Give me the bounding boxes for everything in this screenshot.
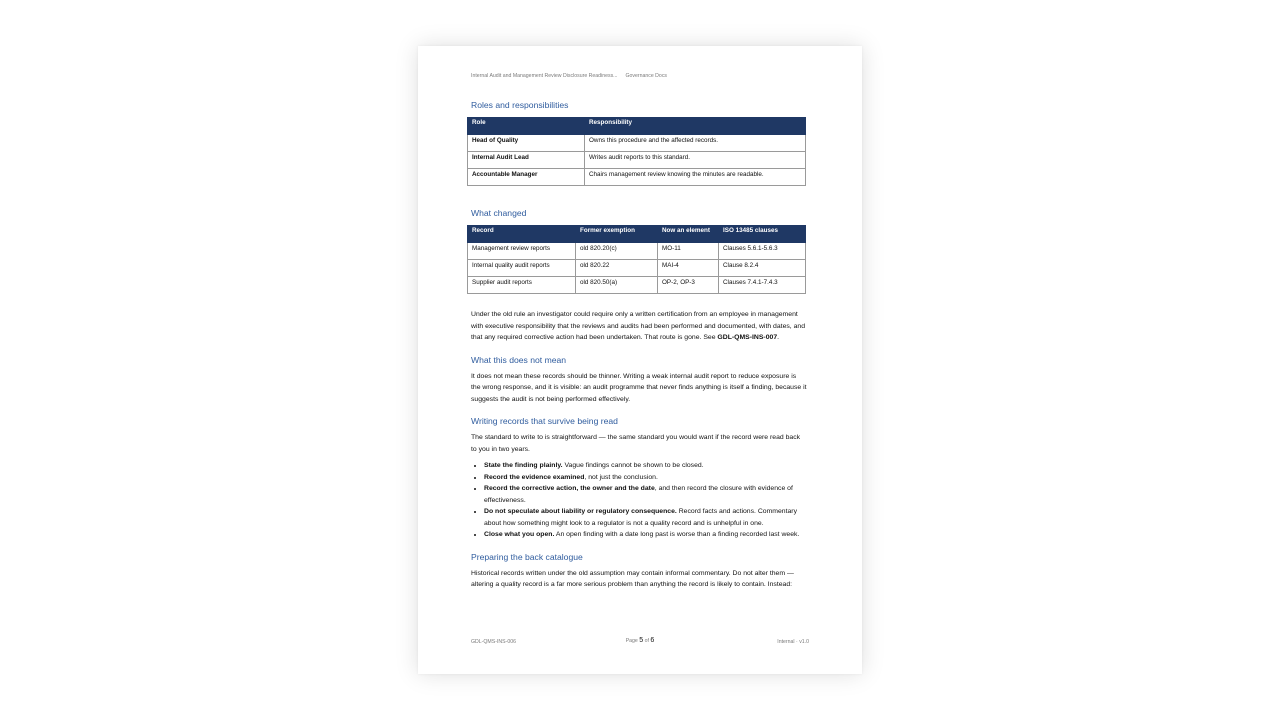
bullet-text: Vague findings cannot be shown to be closed. bbox=[562, 462, 704, 469]
changes-col-now: Now an element bbox=[658, 226, 719, 243]
back-catalogue-heading: Preparing the back catalogue bbox=[471, 551, 583, 562]
changes-text-end: . bbox=[777, 334, 780, 341]
roles-col-responsibility: Responsibility bbox=[585, 118, 806, 135]
writing-intro: The standard to write to is straightforward — the same standard you would want if the record were read back to you in two years. bbox=[471, 434, 801, 453]
responsibility-cell: Writes audit reports to this standard. bbox=[585, 152, 806, 169]
record-cell: Supplier audit reports bbox=[468, 277, 576, 294]
back-catalogue-paragraph: Historical records written under the old assumption may contain informal commentary. Do not alter them — altering a quality record is a far more serious problem than anything the record is likely to contain. Instead: bbox=[471, 569, 794, 588]
now-cell: MAI-4 bbox=[658, 260, 719, 277]
bullet-text: Record facts and actions. Commentary about how something might look to a regulator is not a quality record and is unhelpful in one. bbox=[484, 508, 798, 527]
roles-table-header bbox=[468, 118, 806, 135]
iso-cell: Clauses 7.4.1-7.4.3 bbox=[719, 277, 806, 294]
table-row bbox=[468, 260, 806, 277]
former-cell: old 820.22 bbox=[576, 260, 658, 277]
not-mean-heading: What this does not mean bbox=[471, 354, 567, 365]
list-item bbox=[484, 472, 807, 484]
changes-paragraph bbox=[471, 309, 807, 344]
footer-classification: Internal · v1.0 bbox=[777, 639, 809, 645]
table-row bbox=[468, 152, 806, 169]
bullet-text: , not just the conclusion. bbox=[584, 473, 658, 481]
list-item bbox=[484, 529, 807, 541]
bullet-bold: Close what you open. bbox=[484, 531, 555, 538]
iso-cell: Clauses 5.6.1-5.6.3 bbox=[719, 243, 806, 260]
changes-col-record: Record bbox=[468, 226, 576, 243]
role-cell: Head of Quality bbox=[468, 135, 585, 152]
role-cell: Accountable Manager bbox=[468, 169, 585, 186]
not-mean-paragraph: It does not mean these records should be thinner. Writing a weak internal audit report to reduce exposure is the wrong response, and it is visible: an audit programme that never finds anything is itself a finding, because it suggests the audit is not being performed effectively. bbox=[471, 372, 807, 403]
bullet-text: , and then record the closure with evidence of effectiveness. bbox=[484, 485, 793, 504]
iso-cell: Clause 8.2.4 bbox=[719, 260, 806, 277]
record-cell: Management review reports bbox=[468, 243, 576, 260]
bullet-bold: State the finding plainly. bbox=[484, 462, 563, 469]
roles-table bbox=[467, 117, 806, 186]
writing-heading: Writing records that survive being read bbox=[471, 416, 618, 426]
changes-table bbox=[467, 225, 806, 294]
roles-col-role: Role bbox=[468, 118, 585, 135]
what-changed-heading: What changed bbox=[471, 208, 527, 218]
of-word: of bbox=[644, 638, 649, 644]
bullet-text: An open finding with a date long past is worse than a finding recorded last week. bbox=[554, 531, 800, 538]
list-item bbox=[484, 460, 807, 472]
header-category: Governance Docs bbox=[625, 73, 668, 79]
roles-heading: Roles and responsibilities bbox=[471, 100, 569, 110]
responsibility-cell: Owns this procedure and the affected records. bbox=[585, 135, 806, 152]
now-cell: MO-11 bbox=[658, 243, 719, 260]
list-item bbox=[484, 483, 807, 506]
changes-col-iso: ISO 13485 clauses bbox=[719, 226, 806, 243]
bullet-bold: Do not speculate about liability or regulatory consequence. bbox=[484, 508, 677, 515]
page-word: Page bbox=[625, 638, 638, 644]
changes-table-header bbox=[468, 226, 806, 243]
page-header bbox=[471, 73, 667, 79]
table-row bbox=[468, 135, 806, 152]
document-page bbox=[418, 46, 862, 674]
bullet-bold: Record the evidence examined bbox=[484, 473, 585, 481]
writing-bullets bbox=[471, 460, 807, 541]
former-cell: old 820.20(c) bbox=[576, 243, 658, 260]
former-cell: old 820.50(a) bbox=[576, 277, 658, 294]
document-reference: GDL-QMS-INS-007 bbox=[717, 334, 778, 341]
now-cell: OP-2, OP-3 bbox=[658, 277, 719, 294]
page-current: 5 bbox=[639, 637, 644, 644]
page-total: 6 bbox=[650, 637, 655, 644]
table-row bbox=[468, 277, 806, 294]
record-cell: Internal quality audit reports bbox=[468, 260, 576, 277]
table-row bbox=[468, 169, 806, 186]
header-title: Internal Audit and Management Review Disclosure Readiness... bbox=[471, 73, 618, 79]
table-row bbox=[468, 243, 806, 260]
responsibility-cell: Chairs management review knowing the minutes are readable. bbox=[585, 169, 806, 186]
page-content bbox=[471, 99, 807, 591]
bullet-bold: Record the corrective action, the owner and the date bbox=[484, 485, 655, 492]
list-item bbox=[484, 506, 807, 529]
role-cell: Internal Audit Lead bbox=[468, 152, 585, 169]
changes-text: Under the old rule an investigator could require only a written certification from an employee in management with executive responsibility that the reviews and audits had been performed and documented, with dates, and that any required corrective action had been undertaken. That route is gone. See bbox=[471, 311, 806, 341]
changes-col-former: Former exemption bbox=[576, 226, 658, 243]
footer-doc-id: GDL-QMS-INS-006 bbox=[471, 639, 516, 645]
